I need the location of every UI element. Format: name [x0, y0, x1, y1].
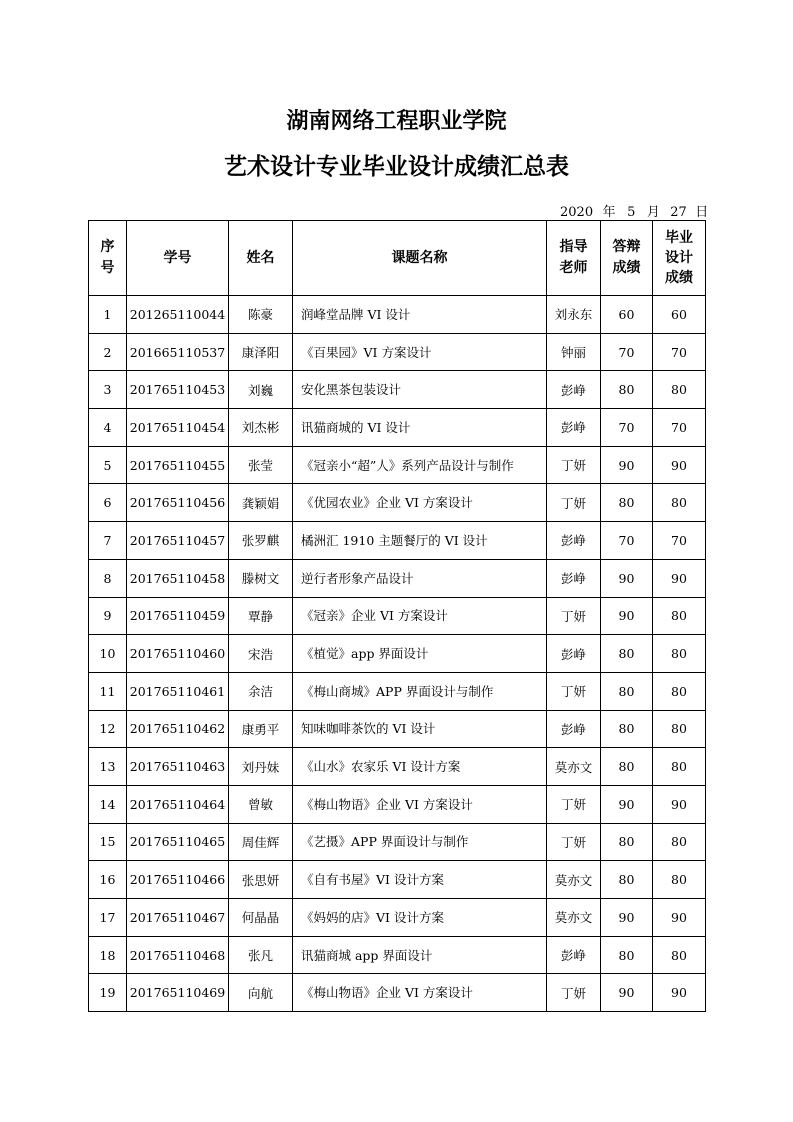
cell-topic: 讯猫商城的 VI 设计 [293, 409, 547, 447]
cell-advisor: 丁妍 [547, 823, 601, 861]
cell-defense-score: 80 [601, 748, 653, 786]
table-row [89, 371, 706, 409]
table-row [89, 899, 706, 937]
cell-student-id: 201765110464 [127, 785, 229, 823]
col-final-header [653, 221, 706, 296]
col-seq-header-line: 号 [100, 260, 115, 276]
cell-name: 刘杰彬 [229, 409, 293, 447]
cell-defense-score: 90 [601, 785, 653, 823]
table-row [89, 559, 706, 597]
col-name-header: 姓名 [229, 221, 293, 296]
col-seq-header [89, 221, 127, 296]
cell-name: 刘丹妹 [229, 748, 293, 786]
cell-seq: 11 [89, 672, 127, 710]
table-row [89, 936, 706, 974]
col-student-id-header: 学号 [127, 221, 229, 296]
cell-student-id: 201765110468 [127, 936, 229, 974]
cell-advisor: 丁妍 [547, 672, 601, 710]
cell-final-score: 80 [653, 672, 706, 710]
cell-defense-score: 90 [601, 597, 653, 635]
cell-seq: 9 [89, 597, 127, 635]
date-day-unit: 日 [695, 205, 709, 220]
cell-topic: 橘洲汇 1910 主题餐厅的 VI 设计 [293, 522, 547, 560]
cell-student-id: 201765110463 [127, 748, 229, 786]
cell-defense-score: 80 [601, 861, 653, 899]
table-header-row [89, 221, 706, 296]
cell-defense-score: 80 [601, 672, 653, 710]
cell-student-id: 201765110456 [127, 484, 229, 522]
col-seq-header-line: 序 [100, 239, 115, 255]
cell-seq: 14 [89, 785, 127, 823]
table-row [89, 522, 706, 560]
table-row [89, 635, 706, 673]
date-year: 2020 [560, 205, 594, 220]
cell-defense-score: 70 [601, 409, 653, 447]
cell-name: 康勇平 [229, 710, 293, 748]
cell-name: 覃静 [229, 597, 293, 635]
cell-advisor: 彭峥 [547, 409, 601, 447]
cell-seq: 8 [89, 559, 127, 597]
table-row [89, 785, 706, 823]
cell-name: 龚颖娟 [229, 484, 293, 522]
cell-defense-score: 80 [601, 635, 653, 673]
cell-student-id: 201765110455 [127, 446, 229, 484]
cell-seq: 13 [89, 748, 127, 786]
cell-defense-score: 70 [601, 522, 653, 560]
cell-name: 向航 [229, 974, 293, 1012]
cell-topic: 讯猫商城 app 界面设计 [293, 936, 547, 974]
cell-advisor: 彭峥 [547, 635, 601, 673]
cell-seq: 19 [89, 974, 127, 1012]
cell-student-id: 201765110454 [127, 409, 229, 447]
cell-seq: 16 [89, 861, 127, 899]
cell-student-id: 201765110467 [127, 899, 229, 937]
col-defense-header-line: 答辩 [612, 239, 641, 255]
cell-student-id: 201765110469 [127, 974, 229, 1012]
col-final-header-line: 成绩 [665, 270, 693, 286]
cell-defense-score: 90 [601, 974, 653, 1012]
cell-topic: 《自有书屋》VI 设计方案 [293, 861, 547, 899]
cell-topic: 逆行者形象产品设计 [293, 559, 547, 597]
cell-name: 余洁 [229, 672, 293, 710]
cell-advisor: 莫亦文 [547, 861, 601, 899]
table-row [89, 409, 706, 447]
cell-final-score: 70 [653, 409, 706, 447]
cell-student-id: 201765110462 [127, 710, 229, 748]
table-row [89, 748, 706, 786]
cell-final-score: 90 [653, 446, 706, 484]
cell-student-id: 201765110466 [127, 861, 229, 899]
cell-seq: 1 [89, 296, 127, 334]
date-month-unit: 月 [646, 205, 660, 220]
cell-name: 张莹 [229, 446, 293, 484]
cell-defense-score: 80 [601, 936, 653, 974]
cell-seq: 17 [89, 899, 127, 937]
cell-student-id: 201765110458 [127, 559, 229, 597]
cell-topic: 《山水》农家乐 VI 设计方案 [293, 748, 547, 786]
cell-name: 刘巍 [229, 371, 293, 409]
cell-advisor: 彭峥 [547, 522, 601, 560]
cell-defense-score: 60 [601, 296, 653, 334]
date-year-unit: 年 [602, 205, 616, 220]
cell-seq: 15 [89, 823, 127, 861]
cell-student-id: 201765110460 [127, 635, 229, 673]
cell-advisor: 钟丽 [547, 333, 601, 371]
cell-final-score: 80 [653, 861, 706, 899]
cell-seq: 18 [89, 936, 127, 974]
cell-defense-score: 80 [601, 823, 653, 861]
cell-advisor: 丁妍 [547, 974, 601, 1012]
cell-final-score: 90 [653, 899, 706, 937]
cell-final-score: 80 [653, 484, 706, 522]
cell-final-score: 80 [653, 597, 706, 635]
cell-topic: 《冠亲》企业 VI 方案设计 [293, 597, 547, 635]
cell-final-score: 80 [653, 936, 706, 974]
page-title: 艺术设计专业毕业设计成绩汇总表 [224, 154, 569, 180]
table-row [89, 710, 706, 748]
cell-final-score: 80 [653, 635, 706, 673]
cell-advisor: 彭峥 [547, 559, 601, 597]
table-row [89, 672, 706, 710]
table-row [89, 823, 706, 861]
cell-student-id: 201665110537 [127, 333, 229, 371]
cell-name: 何晶晶 [229, 899, 293, 937]
col-advisor-header-line: 老师 [559, 260, 588, 276]
cell-topic: 《梅山物语》企业 VI 方案设计 [293, 785, 547, 823]
cell-name: 张思妍 [229, 861, 293, 899]
cell-topic: 《梅山商城》APP 界面设计与制作 [293, 672, 547, 710]
cell-defense-score: 90 [601, 899, 653, 937]
cell-name: 滕树文 [229, 559, 293, 597]
cell-seq: 5 [89, 446, 127, 484]
cell-name: 曾敏 [229, 785, 293, 823]
cell-student-id: 201265110044 [127, 296, 229, 334]
cell-advisor: 彭峥 [547, 371, 601, 409]
cell-student-id: 201765110465 [127, 823, 229, 861]
cell-seq: 3 [89, 371, 127, 409]
cell-topic: 《植觉》app 界面设计 [293, 635, 547, 673]
cell-final-score: 80 [653, 710, 706, 748]
cell-final-score: 80 [653, 748, 706, 786]
institution-title: 湖南网络工程职业学院 [286, 109, 507, 134]
cell-topic: 《冠亲小“超”人》系列产品设计与制作 [293, 446, 547, 484]
cell-advisor: 彭峥 [547, 710, 601, 748]
cell-topic: 安化黑茶包装设计 [293, 371, 547, 409]
cell-topic: 《优园农业》企业 VI 方案设计 [293, 484, 547, 522]
table-row [89, 597, 706, 635]
col-advisor-header-line: 指导 [559, 239, 588, 255]
cell-defense-score: 90 [601, 446, 653, 484]
cell-seq: 12 [89, 710, 127, 748]
cell-final-score: 80 [653, 823, 706, 861]
table-row [89, 296, 706, 334]
cell-seq: 6 [89, 484, 127, 522]
cell-seq: 7 [89, 522, 127, 560]
cell-advisor: 丁妍 [547, 484, 601, 522]
cell-final-score: 90 [653, 974, 706, 1012]
col-defense-header-line: 成绩 [612, 260, 641, 276]
cell-seq: 10 [89, 635, 127, 673]
cell-seq: 4 [89, 409, 127, 447]
date-day: 27 [670, 205, 687, 220]
date-month: 5 [627, 205, 636, 220]
grades-table [88, 220, 706, 1012]
cell-final-score: 70 [653, 333, 706, 371]
table-row [89, 446, 706, 484]
cell-defense-score: 90 [601, 559, 653, 597]
cell-topic: 知味咖啡茶饮的 VI 设计 [293, 710, 547, 748]
cell-advisor: 莫亦文 [547, 899, 601, 937]
table-row [89, 333, 706, 371]
cell-name: 张罗麒 [229, 522, 293, 560]
cell-topic: 润峰堂品牌 VI 设计 [293, 296, 547, 334]
col-defense-header [601, 221, 653, 296]
cell-defense-score: 80 [601, 371, 653, 409]
cell-advisor: 彭峥 [547, 936, 601, 974]
cell-student-id: 201765110459 [127, 597, 229, 635]
cell-advisor: 丁妍 [547, 446, 601, 484]
date-line [560, 201, 709, 220]
cell-student-id: 201765110453 [127, 371, 229, 409]
cell-advisor: 刘永东 [547, 296, 601, 334]
cell-advisor: 莫亦文 [547, 748, 601, 786]
cell-advisor: 丁妍 [547, 597, 601, 635]
cell-topic: 《梅山物语》企业 VI 方案设计 [293, 974, 547, 1012]
cell-defense-score: 80 [601, 484, 653, 522]
cell-advisor: 丁妍 [547, 785, 601, 823]
cell-name: 陈豪 [229, 296, 293, 334]
col-topic-header: 课题名称 [293, 221, 547, 296]
col-final-header-line: 设计 [665, 250, 693, 266]
cell-student-id: 201765110457 [127, 522, 229, 560]
cell-name: 张凡 [229, 936, 293, 974]
cell-final-score: 80 [653, 371, 706, 409]
cell-name: 康泽阳 [229, 333, 293, 371]
cell-seq: 2 [89, 333, 127, 371]
cell-defense-score: 80 [601, 710, 653, 748]
table-row [89, 974, 706, 1012]
table-row [89, 861, 706, 899]
cell-final-score: 90 [653, 785, 706, 823]
cell-student-id: 201765110461 [127, 672, 229, 710]
cell-final-score: 70 [653, 522, 706, 560]
col-advisor-header [547, 221, 601, 296]
cell-final-score: 90 [653, 559, 706, 597]
col-final-header-line: 毕业 [665, 230, 693, 246]
cell-topic: 《妈妈的店》VI 设计方案 [293, 899, 547, 937]
cell-defense-score: 70 [601, 333, 653, 371]
cell-name: 宋浩 [229, 635, 293, 673]
table-row [89, 484, 706, 522]
cell-name: 周佳辉 [229, 823, 293, 861]
cell-topic: 《艺摄》APP 界面设计与制作 [293, 823, 547, 861]
cell-topic: 《百果园》VI 方案设计 [293, 333, 547, 371]
cell-final-score: 60 [653, 296, 706, 334]
